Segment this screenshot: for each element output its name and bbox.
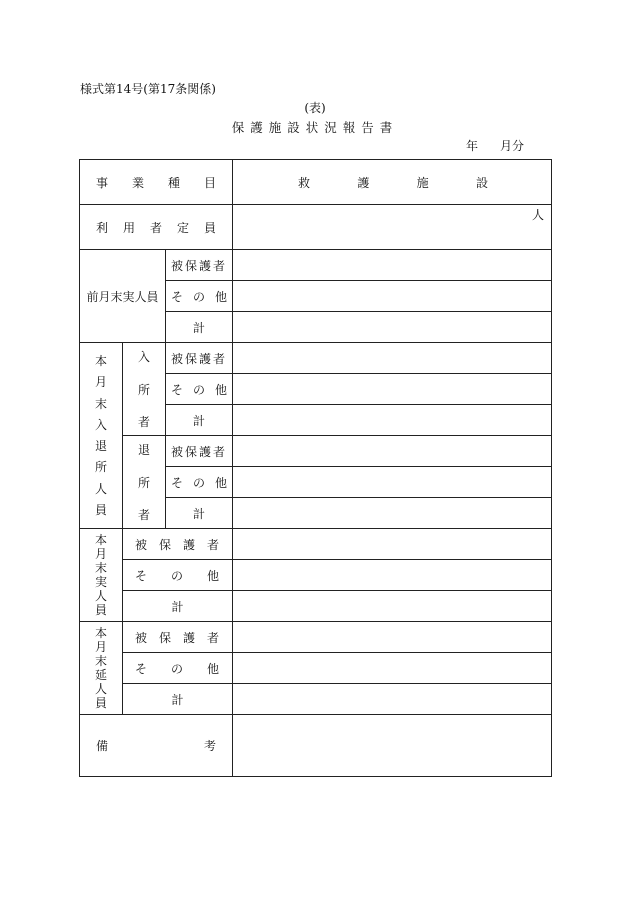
business-type-label: 事 業 種 目 bbox=[96, 175, 216, 190]
prev-total-label: 計 bbox=[192, 320, 205, 335]
actual-protected-label: 被 保 護 者 bbox=[135, 537, 219, 552]
capacity-label: 利 用 者 定 員 bbox=[96, 220, 216, 235]
admission-total-label: 計 bbox=[192, 413, 205, 428]
prev-protected-label: 被保護者 bbox=[170, 258, 227, 273]
admission-label: 入 所 者 bbox=[137, 350, 150, 429]
column-line bbox=[232, 159, 233, 777]
capacity-unit: 人 bbox=[532, 208, 545, 222]
business-type-value: 救 護 施 設 bbox=[298, 175, 488, 190]
admission-other-label: そ の 他 bbox=[171, 382, 227, 397]
cumulative-protected-label: 被 保 護 者 bbox=[135, 630, 219, 645]
actual-group-label: 本 月 末 実 人 員 bbox=[94, 533, 107, 617]
month-label: 月分 bbox=[500, 139, 525, 153]
actual-other-label: そ の 他 bbox=[135, 568, 219, 583]
form-number: 様式第14号(第17条関係) bbox=[80, 82, 216, 96]
discharge-total-label: 計 bbox=[192, 506, 205, 521]
cumulative-other-label: そ の 他 bbox=[135, 661, 219, 676]
form-title: 保護施設状況報告書 bbox=[231, 120, 399, 135]
discharge-label: 退 所 者 bbox=[137, 443, 150, 522]
discharge-other-label: そ の 他 bbox=[171, 475, 227, 490]
actual-total-label: 計 bbox=[171, 599, 184, 614]
inout-group-label: 本 月 末 入 退 所 人 員 bbox=[94, 354, 107, 517]
row-line bbox=[79, 342, 552, 343]
prev-other-label: そ の 他 bbox=[171, 289, 227, 304]
table-border-right bbox=[551, 159, 552, 777]
remarks-label: 備 考 bbox=[96, 739, 216, 753]
discharge-protected-label: 被保護者 bbox=[170, 444, 227, 459]
prev-month-label: 前月末実人員 bbox=[86, 289, 159, 304]
cumulative-group-label: 本 月 末 延 人 員 bbox=[94, 626, 107, 710]
table-border-bottom bbox=[79, 776, 552, 777]
admission-protected-label: 被保護者 bbox=[170, 351, 227, 366]
form-subtitle: (表) bbox=[304, 101, 326, 115]
cumulative-total-label: 計 bbox=[171, 692, 184, 707]
year-label: 年 bbox=[466, 139, 479, 153]
